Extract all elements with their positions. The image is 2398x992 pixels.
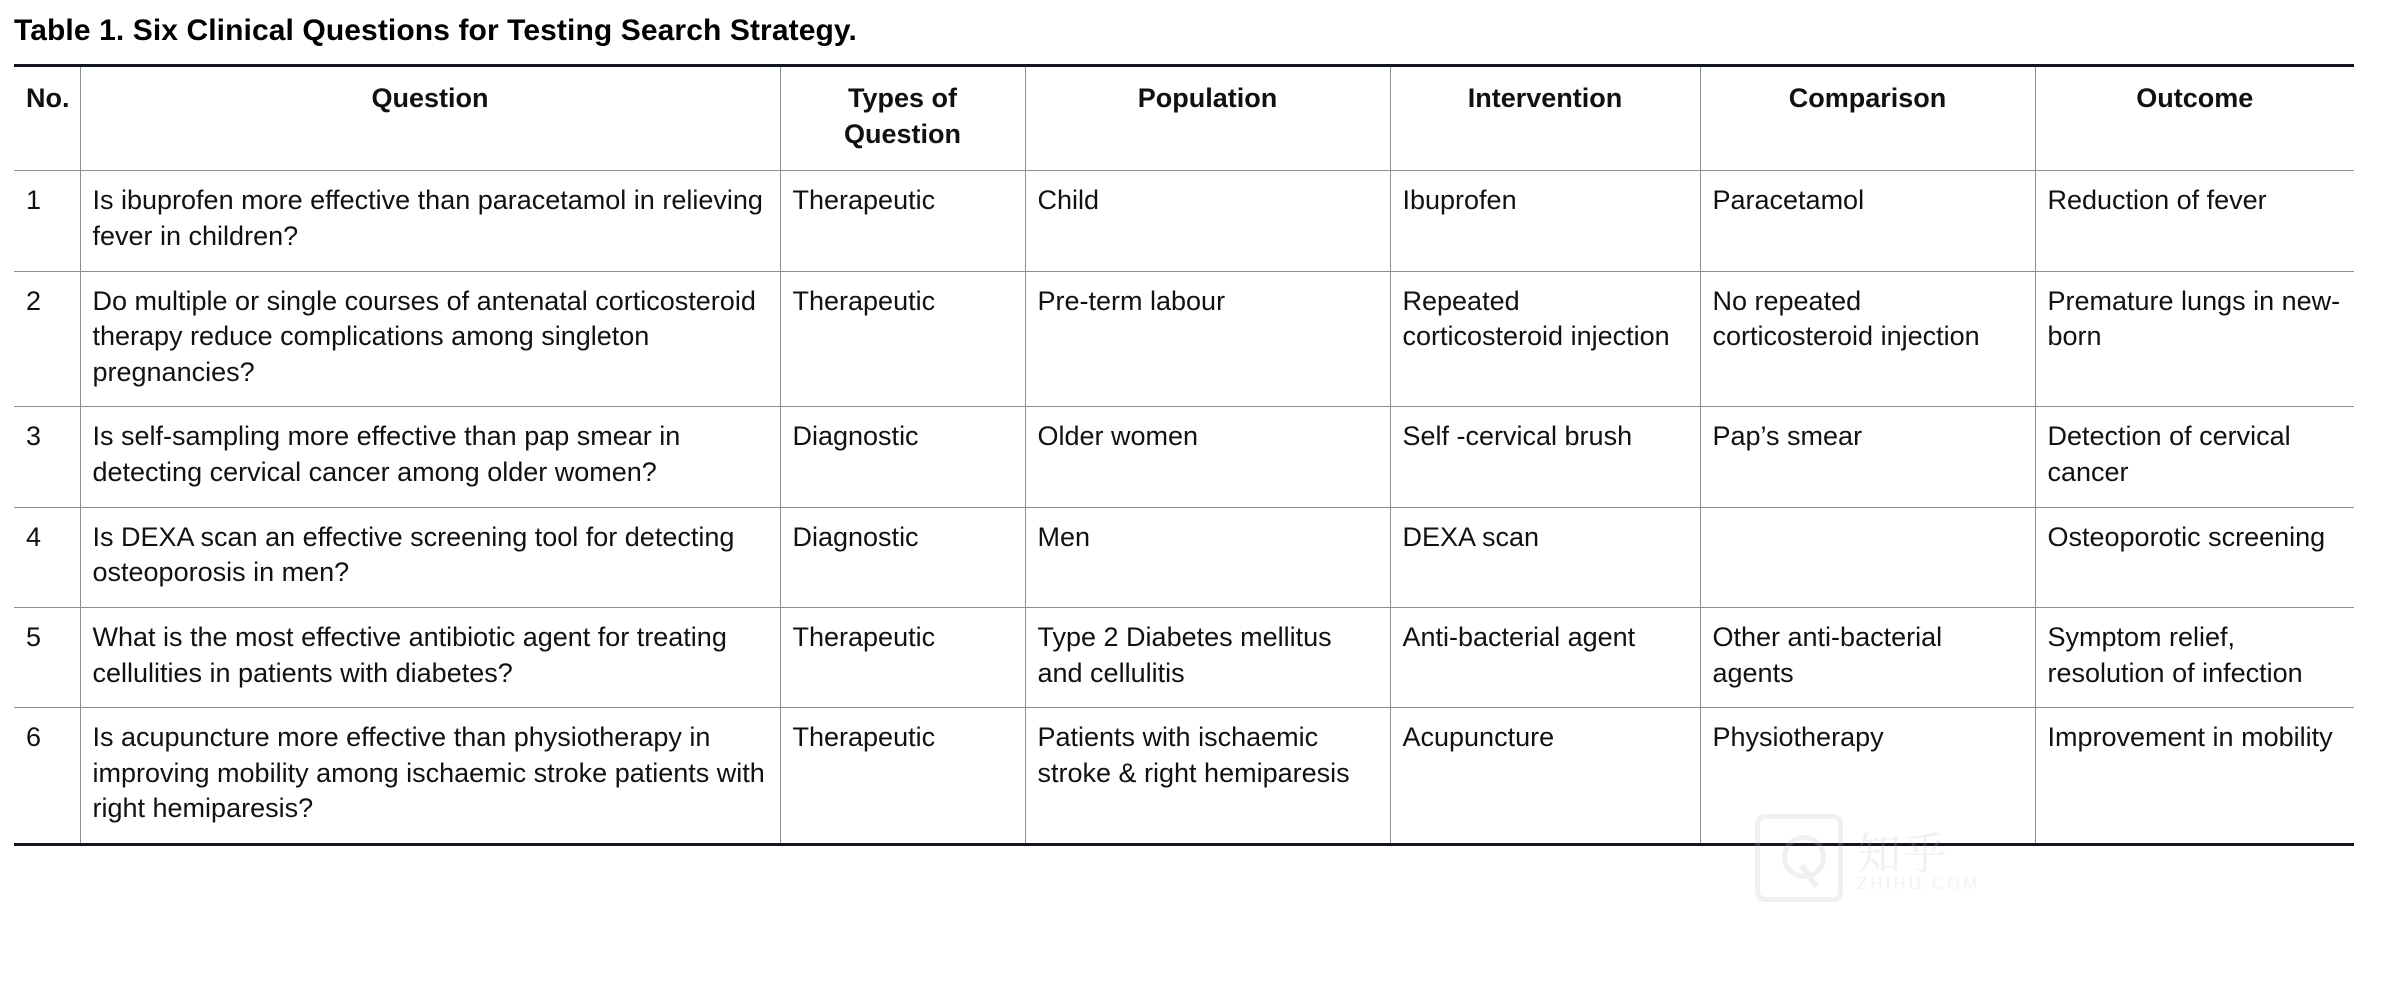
- column-header-question: Question: [80, 66, 780, 171]
- column-header-no: No.: [14, 66, 80, 171]
- cell-no: 6: [14, 708, 80, 845]
- table-row: [14, 708, 2354, 845]
- cell-outcome: Improvement in mobility: [2035, 708, 2354, 845]
- cell-population: Type 2 Diabetes mellitus and cellulitis: [1025, 607, 1390, 707]
- cell-population: Child: [1025, 171, 1390, 271]
- cell-no: 5: [14, 607, 80, 707]
- cell-comparison: Physiotherapy: [1700, 708, 2035, 845]
- cell-type: Therapeutic: [780, 271, 1025, 407]
- table-body: [14, 171, 2354, 845]
- column-header-types-of-question: Types of Question: [780, 66, 1025, 171]
- cell-question: What is the most effective antibiotic agent for treating cellulities in patients with diabetes?: [80, 607, 780, 707]
- watermark-title: 知乎: [1857, 830, 1949, 879]
- column-header-population: Population: [1025, 66, 1390, 171]
- cell-outcome: Reduction of fever: [2035, 171, 2354, 271]
- table-header: [14, 66, 2354, 171]
- column-header-comparison: Comparison: [1700, 66, 2035, 171]
- cell-intervention: Repeated corticosteroid injection: [1390, 271, 1700, 407]
- cell-question: Is ibuprofen more effective than paracetamol in relieving fever in children?: [80, 171, 780, 271]
- clinical-questions-table: [14, 64, 2354, 846]
- cell-comparison: [1700, 507, 2035, 607]
- cell-intervention: Ibuprofen: [1390, 171, 1700, 271]
- cell-outcome: Osteoporotic screening: [2035, 507, 2354, 607]
- cell-comparison: Other anti-bacterial agents: [1700, 607, 2035, 707]
- column-header-intervention: Intervention: [1390, 66, 1700, 171]
- cell-type: Diagnostic: [780, 407, 1025, 507]
- cell-outcome: Detection of cervical cancer: [2035, 407, 2354, 507]
- cell-intervention: Acupuncture: [1390, 708, 1700, 845]
- watermark-subtitle: ZHIHU.COM: [1857, 874, 1981, 893]
- table-row: [14, 407, 2354, 507]
- cell-question: Do multiple or single courses of antenatal corticosteroid therapy reduce complications among singleton pregnancies?: [80, 271, 780, 407]
- cell-type: Diagnostic: [780, 507, 1025, 607]
- cell-population: Men: [1025, 507, 1390, 607]
- cell-outcome: Premature lungs in new-born: [2035, 271, 2354, 407]
- cell-question: Is DEXA scan an effective screening tool for detecting osteoporosis in men?: [80, 507, 780, 607]
- cell-comparison: No repeated corticosteroid injection: [1700, 271, 2035, 407]
- cell-no: 3: [14, 407, 80, 507]
- column-header-outcome: Outcome: [2035, 66, 2354, 171]
- cell-type: Therapeutic: [780, 708, 1025, 845]
- table-row: [14, 607, 2354, 707]
- table-caption: Table 1. Six Clinical Questions for Testing Search Strategy.: [14, 14, 857, 47]
- cell-no: 1: [14, 171, 80, 271]
- cell-population: Older women: [1025, 407, 1390, 507]
- cell-question: Is acupuncture more effective than physiotherapy in improving mobility among ischaemic stroke patients with right hemiparesis?: [80, 708, 780, 845]
- cell-intervention: DEXA scan: [1390, 507, 1700, 607]
- cell-comparison: Pap’s smear: [1700, 407, 2035, 507]
- cell-intervention: Anti-bacterial agent: [1390, 607, 1700, 707]
- cell-no: 4: [14, 507, 80, 607]
- cell-type: Therapeutic: [780, 607, 1025, 707]
- cell-population: Patients with ischaemic stroke & right hemiparesis: [1025, 708, 1390, 845]
- table-row: [14, 507, 2354, 607]
- cell-outcome: Symptom relief, resolution of infection: [2035, 607, 2354, 707]
- cell-no: 2: [14, 271, 80, 407]
- table-header-row: [14, 66, 2354, 171]
- table-row: [14, 271, 2354, 407]
- cell-intervention: Self -cervical brush: [1390, 407, 1700, 507]
- cell-comparison: Paracetamol: [1700, 171, 2035, 271]
- table-row: [14, 171, 2354, 271]
- cell-population: Pre-term labour: [1025, 271, 1390, 407]
- cell-question: Is self-sampling more effective than pap smear in detecting cervical cancer among older women?: [80, 407, 780, 507]
- cell-type: Therapeutic: [780, 171, 1025, 271]
